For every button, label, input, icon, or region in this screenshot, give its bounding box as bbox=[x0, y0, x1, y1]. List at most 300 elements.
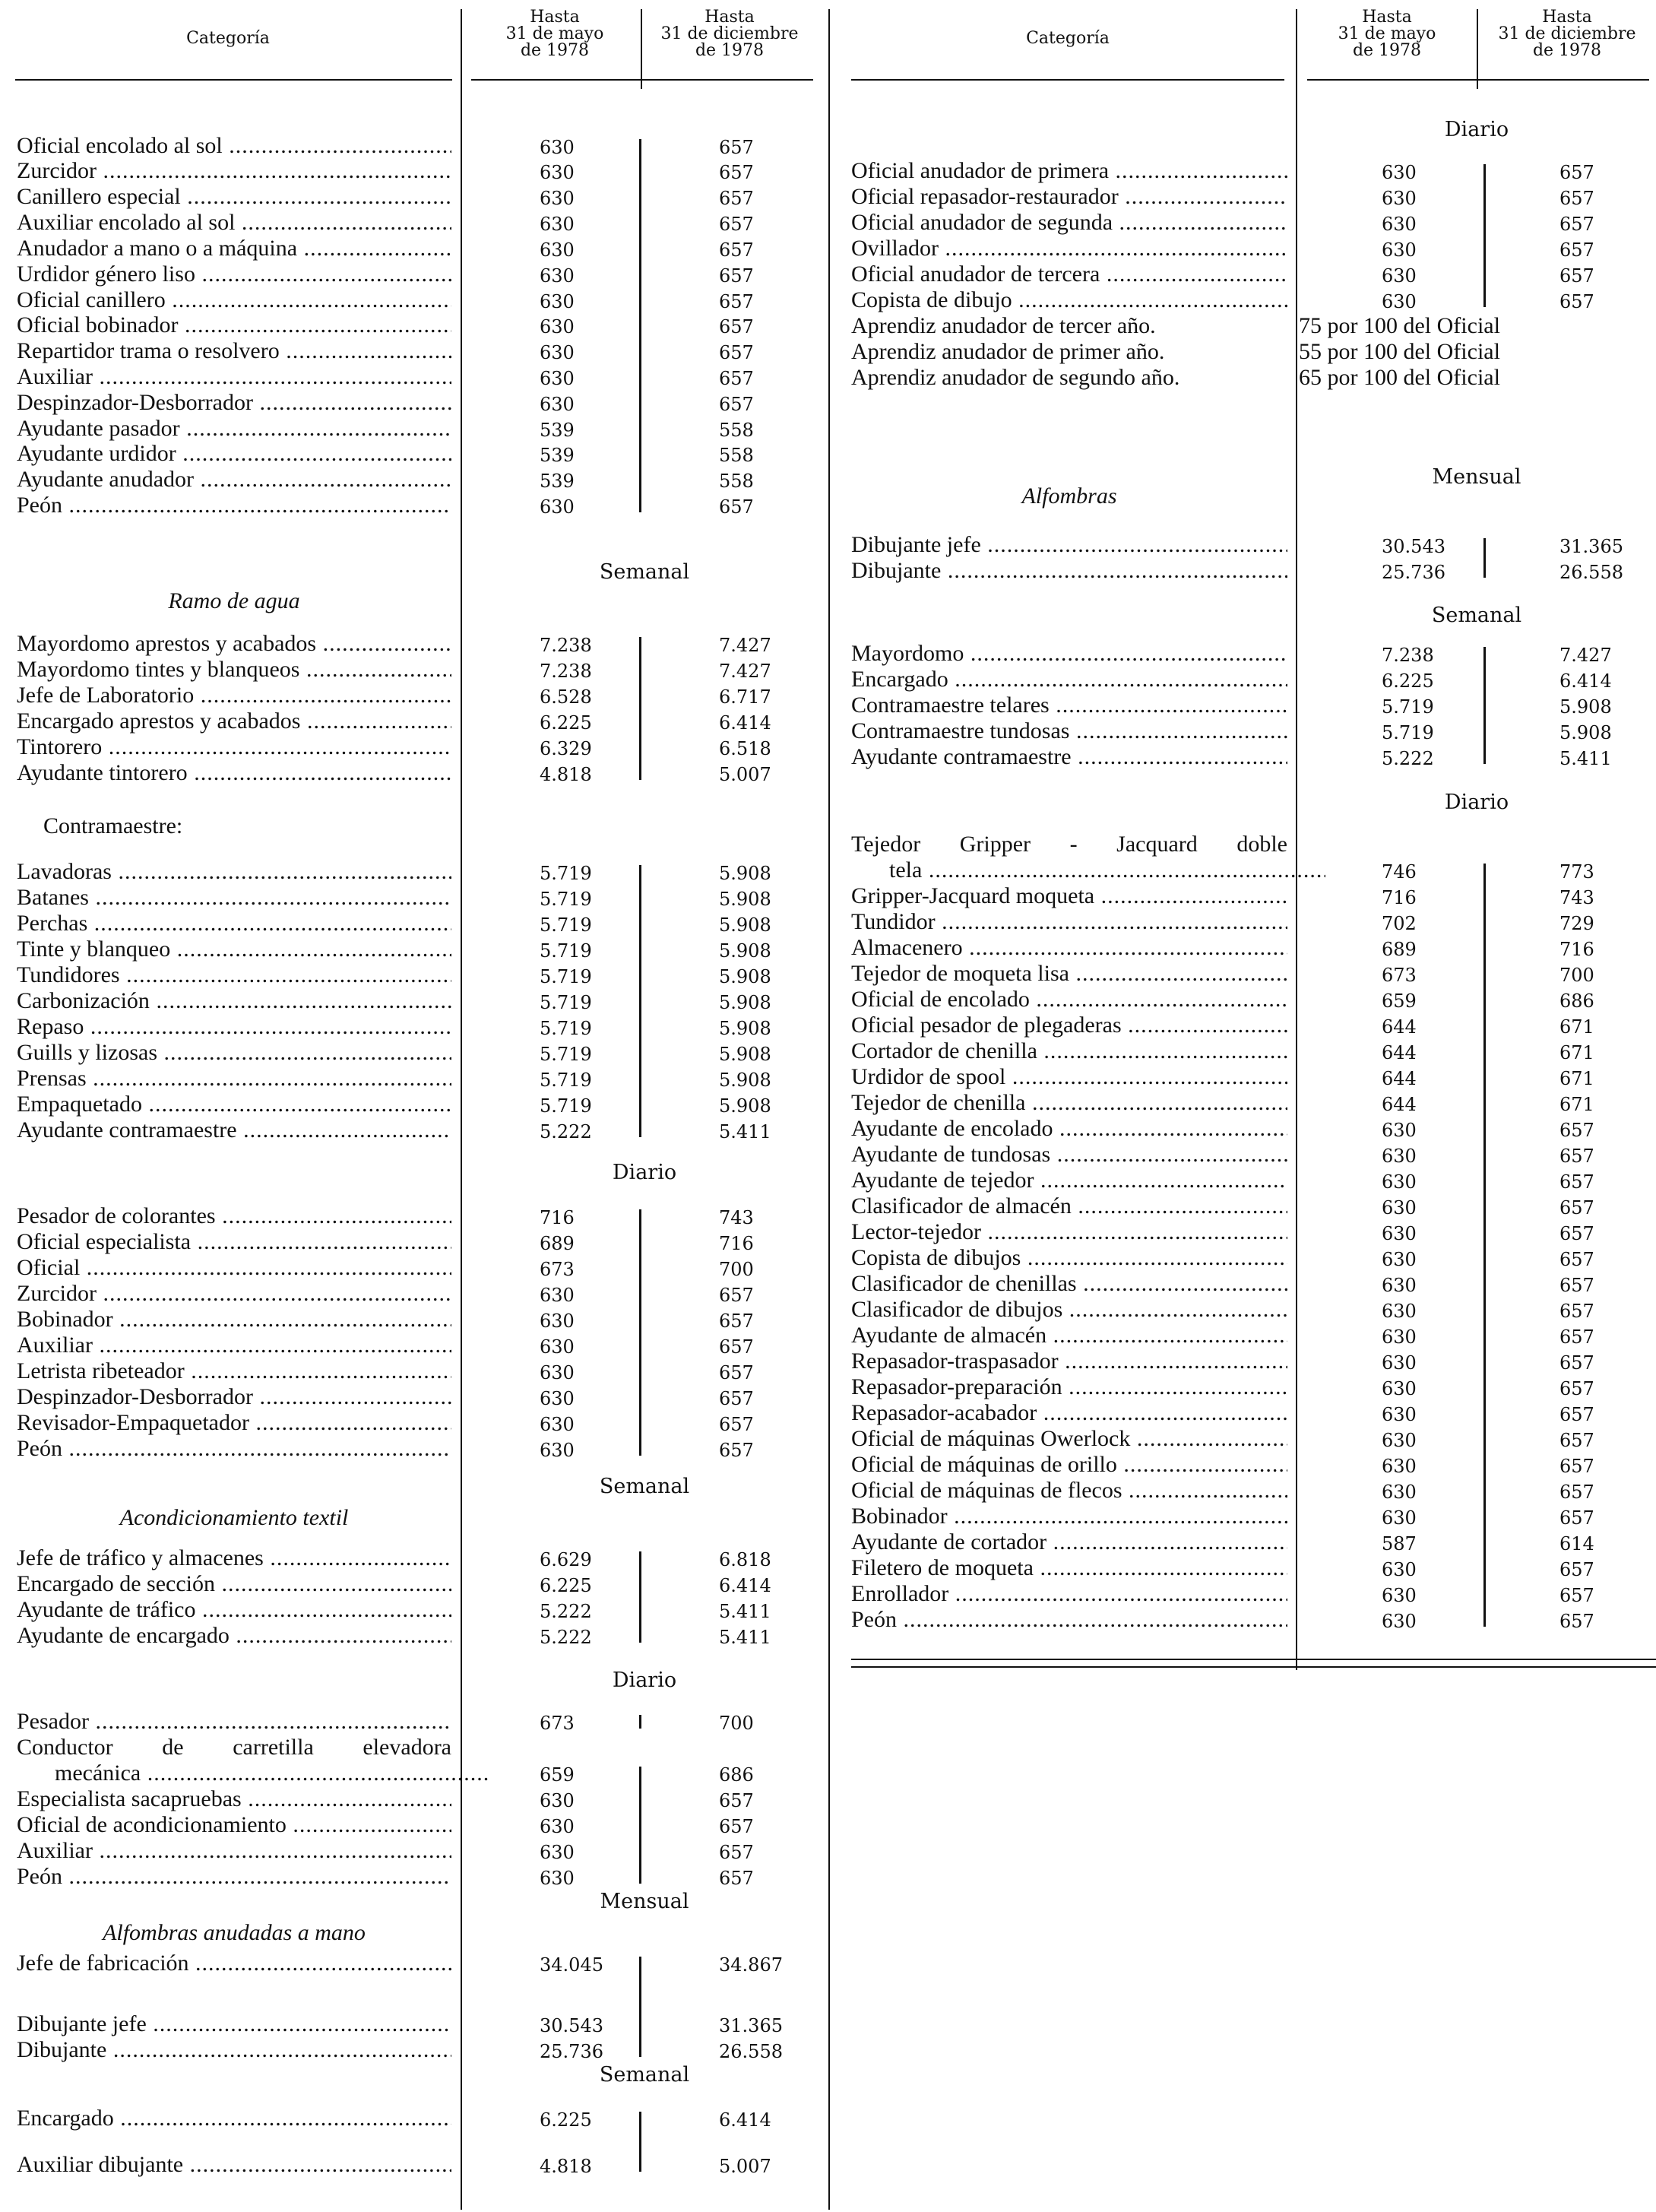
category-label: Ayudante de tejedor ..... bbox=[851, 1168, 1287, 1193]
value-may: 630 bbox=[540, 1336, 575, 1358]
category-label: Despinzador-Desborrador ..... bbox=[17, 390, 451, 416]
value-may: 630 bbox=[540, 188, 575, 209]
right-header-col2: Hasta 31 de diciembre de 1978 bbox=[1498, 8, 1636, 60]
category-label: Oficial bobinador ..... bbox=[17, 312, 451, 338]
category-label: Oficial de acondicionamiento ..... bbox=[17, 1812, 451, 1838]
value-may: 644 bbox=[1382, 1094, 1417, 1115]
value-dec: 6.414 bbox=[1559, 670, 1612, 692]
value-may: 630 bbox=[1382, 1120, 1417, 1141]
value-column-separator bbox=[1483, 864, 1486, 1627]
value-dec: 671 bbox=[1559, 1068, 1594, 1089]
category-label: Canillero especial ..... bbox=[17, 184, 451, 210]
value-dec: 657 bbox=[1559, 1197, 1594, 1219]
value-dec: 657 bbox=[1559, 1326, 1594, 1348]
value-dec: 5.411 bbox=[1559, 748, 1612, 769]
value-may: 630 bbox=[1382, 265, 1417, 287]
value-dec: 26.558 bbox=[719, 2041, 783, 2062]
value-may: 6.225 bbox=[540, 2109, 592, 2131]
value-dec: 5.908 bbox=[719, 940, 771, 962]
category-label: Urdidor de spool ..... bbox=[851, 1064, 1287, 1090]
value-dec: 31.365 bbox=[719, 2015, 783, 2036]
category-label: Filetero de moqueta ..... bbox=[851, 1555, 1287, 1581]
value-may: 630 bbox=[540, 1285, 575, 1306]
value-dec: 657 bbox=[719, 291, 754, 312]
value-dec: 6.518 bbox=[719, 738, 771, 759]
category-label: Auxiliar ..... bbox=[17, 1838, 451, 1864]
value-dec: 6.414 bbox=[719, 712, 771, 734]
value-may: 5.719 bbox=[540, 1018, 592, 1039]
value-dec: 31.365 bbox=[1559, 536, 1623, 557]
value-may: 5.222 bbox=[540, 1121, 592, 1142]
value-dec: 26.558 bbox=[1559, 562, 1623, 583]
category-label: Auxiliar dibujante ..... bbox=[17, 2152, 451, 2178]
value-dec: 671 bbox=[1559, 1042, 1594, 1063]
value-may: 630 bbox=[540, 368, 575, 389]
period-heading: Diario bbox=[1444, 118, 1509, 141]
value-may: 630 bbox=[540, 1310, 575, 1332]
value-dec: 657 bbox=[1559, 1223, 1594, 1244]
value-dec: 558 bbox=[719, 445, 754, 466]
value-dec: 5.908 bbox=[1559, 696, 1612, 718]
subheading: Tejedor Gripper - Jacquard doble bbox=[851, 832, 1287, 857]
value-dec: 686 bbox=[719, 1764, 754, 1786]
category-label: Dibujante jefe ..... bbox=[17, 2011, 451, 2037]
period-heading: Semanal bbox=[599, 560, 690, 584]
value-dec: 671 bbox=[1559, 1016, 1594, 1038]
value-dec: 5.411 bbox=[719, 1601, 771, 1622]
value-dec: 657 bbox=[1559, 239, 1594, 261]
category-label: Tintorero ..... bbox=[17, 734, 451, 760]
value-may: 630 bbox=[1382, 214, 1417, 235]
left-header-rule-values bbox=[471, 79, 813, 81]
category-label: Dibujante ..... bbox=[851, 558, 1287, 584]
category-label: Zurcidor ..... bbox=[17, 1281, 451, 1307]
right-header-col-divider bbox=[1477, 9, 1478, 89]
category-label: Gripper-Jacquard moqueta ..... bbox=[851, 883, 1287, 909]
value-dec: 657 bbox=[719, 316, 754, 338]
value-dec: 657 bbox=[719, 1285, 754, 1306]
period-heading: Diario bbox=[612, 1161, 677, 1184]
category-label: Ayudante de encolado ..... bbox=[851, 1116, 1287, 1142]
value-dec: 671 bbox=[1559, 1094, 1594, 1115]
value-may: 5.719 bbox=[540, 966, 592, 987]
category-label: Bobinador ..... bbox=[851, 1504, 1287, 1529]
subheading: Conductor de carretilla elevadora bbox=[17, 1735, 451, 1760]
value-dec: 657 bbox=[719, 188, 754, 209]
value-may: 630 bbox=[540, 1842, 575, 1863]
category-label: Ayudante tintorero ..... bbox=[17, 760, 451, 786]
value-dec: 5.908 bbox=[719, 992, 771, 1013]
category-label: Ayudante de tundosas ..... bbox=[851, 1142, 1287, 1168]
value-dec: 729 bbox=[1559, 913, 1594, 934]
value-dec: 657 bbox=[719, 1362, 754, 1383]
value-dec: 657 bbox=[719, 1842, 754, 1863]
value-may: 5.719 bbox=[1382, 722, 1434, 743]
value-dec: 657 bbox=[719, 342, 754, 363]
category-label: Mayordomo tintes y blanqueos ..... bbox=[17, 657, 451, 683]
section-title: Acondicionamiento textil bbox=[119, 1505, 349, 1530]
category-label: Ovillador ..... bbox=[851, 236, 1287, 261]
category-label: Tinte y blanqueo ..... bbox=[17, 936, 451, 962]
value-dec: 773 bbox=[1559, 861, 1594, 883]
category-label: Ayudante contramaestre ..... bbox=[851, 744, 1287, 770]
value-may: 644 bbox=[1382, 1042, 1417, 1063]
value-dec: 657 bbox=[719, 1388, 754, 1409]
category-label: Contramaestre tundosas ..... bbox=[851, 718, 1287, 744]
value-may: 630 bbox=[540, 1414, 575, 1435]
value-may: 630 bbox=[1382, 1249, 1417, 1270]
value-may: 6.329 bbox=[540, 738, 592, 759]
percentage-value: 75 por 100 del Oficial bbox=[1299, 313, 1500, 338]
value-dec: 657 bbox=[719, 1790, 754, 1811]
category-label: Repasador-traspasador ..... bbox=[851, 1348, 1287, 1374]
value-may: 630 bbox=[540, 1868, 575, 1889]
value-may: 5.719 bbox=[1382, 696, 1434, 718]
category-label: Repasador-acabador ..... bbox=[851, 1400, 1287, 1426]
category-label: Auxiliar ..... bbox=[17, 364, 451, 390]
value-dec: 5.411 bbox=[719, 1627, 771, 1648]
value-may: 5.719 bbox=[540, 992, 592, 1013]
category-label: Ayudante de cortador ..... bbox=[851, 1529, 1287, 1555]
value-may: 539 bbox=[540, 420, 575, 441]
left-header-col1: Hasta 31 de mayo de 1978 bbox=[505, 8, 604, 60]
category-label: Prensas ..... bbox=[17, 1066, 451, 1092]
value-dec: 657 bbox=[1559, 188, 1594, 209]
category-label: Bobinador ..... bbox=[17, 1307, 451, 1333]
category-label: Encargado ..... bbox=[17, 2106, 451, 2131]
value-may: 630 bbox=[540, 137, 575, 158]
value-may: 30.543 bbox=[1382, 536, 1445, 557]
left-header-rule bbox=[15, 79, 452, 81]
category-label: Ayudante anudador ..... bbox=[17, 467, 451, 493]
value-may: 630 bbox=[1382, 1456, 1417, 1477]
value-dec: 5.908 bbox=[719, 1070, 771, 1091]
value-dec: 5.908 bbox=[719, 1044, 771, 1065]
value-dec: 657 bbox=[1559, 1611, 1594, 1632]
category-label: Carbonización ..... bbox=[17, 988, 451, 1014]
value-may: 630 bbox=[1382, 1197, 1417, 1219]
value-dec: 657 bbox=[719, 394, 754, 415]
value-dec: 657 bbox=[719, 1414, 754, 1435]
category-label: Repaso ..... bbox=[17, 1014, 451, 1040]
category-label: Ayudante contramaestre ..... bbox=[17, 1117, 451, 1143]
value-dec: 5.908 bbox=[1559, 722, 1612, 743]
value-dec: 34.867 bbox=[719, 1954, 783, 1976]
category-label: Contramaestre telares ..... bbox=[851, 692, 1287, 718]
value-may: 630 bbox=[540, 316, 575, 338]
category-label: Anudador a mano o a máquina ..... bbox=[17, 236, 451, 261]
value-may: 6.629 bbox=[540, 1549, 592, 1570]
value-dec: 7.427 bbox=[1559, 645, 1612, 666]
category-label: Copista de dibujos ..... bbox=[851, 1245, 1287, 1271]
value-may: 5.719 bbox=[540, 1070, 592, 1091]
category-label: tela ..... bbox=[851, 857, 1325, 883]
value-dec: 657 bbox=[1559, 1120, 1594, 1141]
category-label: Guills y lizosas ..... bbox=[17, 1040, 451, 1066]
value-dec: 716 bbox=[1559, 939, 1594, 960]
value-may: 630 bbox=[540, 162, 575, 183]
value-dec: 700 bbox=[1559, 965, 1594, 986]
value-column-separator bbox=[639, 1209, 641, 1456]
value-may: 746 bbox=[1382, 861, 1417, 883]
period-heading: Semanal bbox=[1431, 604, 1522, 627]
left-table-divider bbox=[461, 9, 462, 2210]
value-may: 630 bbox=[540, 239, 575, 261]
value-dec: 5.908 bbox=[719, 914, 771, 936]
section-title: Ramo de agua bbox=[168, 588, 300, 613]
value-may: 630 bbox=[1382, 1326, 1417, 1348]
value-may: 659 bbox=[1382, 990, 1417, 1012]
category-label: Despinzador-Desborrador ..... bbox=[17, 1384, 451, 1410]
category-label: Clasificador de almacén ..... bbox=[851, 1193, 1287, 1219]
value-may: 6.225 bbox=[1382, 670, 1434, 692]
value-dec: 700 bbox=[719, 1259, 754, 1280]
value-dec: 657 bbox=[719, 496, 754, 518]
category-label: mecánica ..... bbox=[17, 1760, 489, 1786]
category-label: Perchas ..... bbox=[17, 911, 451, 936]
value-column-separator bbox=[1483, 164, 1486, 307]
category-label: Oficial repasador-restaurador ..... bbox=[851, 184, 1287, 210]
value-may: 539 bbox=[540, 471, 575, 492]
value-dec: 6.414 bbox=[719, 2109, 771, 2131]
category-label: Mayordomo aprestos y acabados ..... bbox=[17, 631, 451, 657]
value-dec: 614 bbox=[1559, 1533, 1594, 1554]
value-may: 630 bbox=[1382, 1611, 1417, 1632]
category-label: Jefe de fabricación ..... bbox=[17, 1951, 451, 1976]
value-dec: 657 bbox=[1559, 1430, 1594, 1451]
value-may: 630 bbox=[540, 342, 575, 363]
value-may: 5.719 bbox=[540, 1095, 592, 1117]
category-label: Oficial de máquinas de flecos ..... bbox=[851, 1478, 1287, 1504]
value-dec: 657 bbox=[719, 368, 754, 389]
category-label: Pesador de colorantes ..... bbox=[17, 1203, 451, 1229]
value-dec: 5.908 bbox=[719, 863, 771, 884]
section-title: Alfombras anudadas a mano bbox=[103, 1920, 366, 1945]
center-divider bbox=[828, 9, 830, 2210]
category-label: Oficial anudador de segunda ..... bbox=[851, 210, 1287, 236]
category-label: Oficial anudador de primera ..... bbox=[851, 158, 1287, 184]
category-label: Oficial de encolado ..... bbox=[851, 987, 1287, 1013]
value-dec: 657 bbox=[1559, 162, 1594, 183]
value-may: 716 bbox=[540, 1207, 575, 1228]
value-column-separator bbox=[1483, 647, 1486, 764]
value-dec: 657 bbox=[719, 265, 754, 287]
category-label: Almacenero ..... bbox=[851, 935, 1287, 961]
category-label: Repasador-preparación ..... bbox=[851, 1374, 1287, 1400]
category-label: Ayudante de almacén ..... bbox=[851, 1323, 1287, 1348]
value-dec: 657 bbox=[1559, 1404, 1594, 1425]
value-may: 630 bbox=[1382, 239, 1417, 261]
left-header-col2: Hasta 31 de diciembre de 1978 bbox=[660, 8, 799, 60]
value-may: 5.222 bbox=[1382, 748, 1434, 769]
value-dec: 657 bbox=[1559, 1171, 1594, 1193]
value-may: 30.543 bbox=[540, 2015, 603, 2036]
category-label: Clasificador de dibujos ..... bbox=[851, 1297, 1287, 1323]
section-title: Alfombras bbox=[1021, 483, 1117, 509]
value-dec: 657 bbox=[1559, 1482, 1594, 1503]
category-label: Enrollador ..... bbox=[851, 1581, 1287, 1607]
value-dec: 700 bbox=[719, 1713, 754, 1734]
value-may: 5.719 bbox=[540, 863, 592, 884]
value-may: 630 bbox=[1382, 1507, 1417, 1529]
value-may: 659 bbox=[540, 1764, 575, 1786]
value-may: 630 bbox=[1382, 1275, 1417, 1296]
value-column-separator bbox=[639, 637, 641, 780]
value-dec: 657 bbox=[1559, 1301, 1594, 1322]
value-dec: 558 bbox=[719, 471, 754, 492]
value-dec: 657 bbox=[719, 1336, 754, 1358]
category-label: Dibujante jefe ..... bbox=[851, 532, 1287, 558]
value-may: 7.238 bbox=[540, 635, 592, 656]
category-label: Repartidor trama o resolvero ..... bbox=[17, 338, 451, 364]
value-may: 630 bbox=[1382, 1585, 1417, 1606]
value-may: 7.238 bbox=[540, 661, 592, 682]
category-label: Lector-tejedor ..... bbox=[851, 1219, 1287, 1245]
value-dec: 686 bbox=[1559, 990, 1594, 1012]
category-label: Encargado de sección ..... bbox=[17, 1571, 451, 1597]
value-may: 630 bbox=[1382, 1146, 1417, 1167]
value-dec: 5.411 bbox=[719, 1121, 771, 1142]
category-label: Encargado aprestos y acabados ..... bbox=[17, 708, 451, 734]
value-column-separator bbox=[639, 865, 641, 1137]
value-dec: 5.007 bbox=[719, 764, 771, 785]
left-header-categoria: Categoría bbox=[186, 29, 270, 48]
category-label: Oficial de máquinas de orillo ..... bbox=[851, 1452, 1287, 1478]
category-label: Aprendiz anudador de primer año. bbox=[851, 339, 1165, 364]
percentage-value: 55 por 100 del Oficial bbox=[1299, 339, 1500, 364]
category-label: Mayordomo ..... bbox=[851, 641, 1287, 667]
value-may: 4.818 bbox=[540, 764, 592, 785]
value-may: 689 bbox=[1382, 939, 1417, 960]
value-may: 630 bbox=[1382, 1404, 1417, 1425]
value-may: 630 bbox=[1382, 1171, 1417, 1193]
value-may: 702 bbox=[1382, 913, 1417, 934]
value-dec: 5.908 bbox=[719, 1018, 771, 1039]
category-label: Auxiliar encolado al sol ..... bbox=[17, 210, 451, 236]
percentage-value: 65 por 100 del Oficial bbox=[1299, 365, 1500, 390]
value-may: 689 bbox=[540, 1233, 575, 1254]
value-may: 5.222 bbox=[540, 1627, 592, 1648]
value-dec: 5.007 bbox=[719, 2156, 771, 2177]
value-may: 630 bbox=[1382, 1352, 1417, 1374]
value-dec: 657 bbox=[1559, 1249, 1594, 1270]
category-label: Peón ..... bbox=[17, 1436, 451, 1462]
category-label: Tejedor de chenilla ..... bbox=[851, 1090, 1287, 1116]
value-may: 6.528 bbox=[540, 686, 592, 708]
category-label: Urdidor género liso ..... bbox=[17, 261, 451, 287]
category-label: Jefe de tráfico y almacenes ..... bbox=[17, 1545, 451, 1571]
value-may: 630 bbox=[540, 394, 575, 415]
value-may: 644 bbox=[1382, 1068, 1417, 1089]
value-dec: 657 bbox=[719, 214, 754, 235]
value-may: 630 bbox=[1382, 188, 1417, 209]
category-label: Oficial pesador de plegaderas ..... bbox=[851, 1013, 1287, 1038]
category-label: Ayudante pasador ..... bbox=[17, 416, 451, 442]
value-may: 630 bbox=[1382, 1378, 1417, 1399]
value-dec: 657 bbox=[719, 1868, 754, 1889]
value-may: 587 bbox=[1382, 1533, 1417, 1554]
value-dec: 657 bbox=[719, 1440, 754, 1461]
left-header-col-divider bbox=[641, 9, 642, 89]
value-may: 630 bbox=[540, 291, 575, 312]
value-dec: 7.427 bbox=[719, 661, 771, 682]
value-may: 6.225 bbox=[540, 712, 592, 734]
value-dec: 657 bbox=[1559, 291, 1594, 312]
value-dec: 5.908 bbox=[719, 1095, 771, 1117]
value-dec: 716 bbox=[719, 1233, 754, 1254]
category-label: Encargado ..... bbox=[851, 667, 1287, 692]
category-label: Dibujante ..... bbox=[17, 2037, 451, 2063]
period-heading: Diario bbox=[612, 1669, 677, 1692]
value-may: 630 bbox=[540, 1440, 575, 1461]
value-dec: 657 bbox=[719, 1310, 754, 1332]
value-may: 630 bbox=[540, 496, 575, 518]
category-label: Auxiliar ..... bbox=[17, 1333, 451, 1358]
value-dec: 657 bbox=[1559, 1507, 1594, 1529]
value-column-separator bbox=[639, 1957, 641, 2057]
value-may: 630 bbox=[540, 265, 575, 287]
value-dec: 657 bbox=[1559, 1146, 1594, 1167]
category-label: Ayudante de tráfico ..... bbox=[17, 1597, 451, 1623]
value-dec: 743 bbox=[719, 1207, 754, 1228]
value-dec: 657 bbox=[1559, 1352, 1594, 1374]
value-may: 716 bbox=[1382, 887, 1417, 908]
value-may: 25.736 bbox=[1382, 562, 1445, 583]
subheading: Contramaestre: bbox=[43, 813, 183, 838]
value-may: 644 bbox=[1382, 1016, 1417, 1038]
value-may: 630 bbox=[1382, 1482, 1417, 1503]
period-heading: Semanal bbox=[599, 2063, 690, 2087]
value-column-separator bbox=[1483, 538, 1486, 578]
category-label: Copista de dibujo ..... bbox=[851, 287, 1287, 313]
value-column-separator bbox=[639, 2112, 641, 2172]
value-may: 630 bbox=[1382, 1430, 1417, 1451]
category-label: Oficial ..... bbox=[17, 1255, 451, 1281]
value-dec: 657 bbox=[1559, 1275, 1594, 1296]
right-table-divider bbox=[1296, 9, 1297, 1670]
value-dec: 5.908 bbox=[719, 889, 771, 910]
value-may: 4.818 bbox=[540, 2156, 592, 2177]
category-label: Oficial canillero ..... bbox=[17, 287, 451, 313]
value-may: 630 bbox=[1382, 1223, 1417, 1244]
category-label: Ayudante urdidor ..... bbox=[17, 441, 451, 467]
value-dec: 6.414 bbox=[719, 1575, 771, 1596]
value-may: 630 bbox=[540, 1388, 575, 1409]
category-label: Aprendiz anudador de segundo año. bbox=[851, 365, 1180, 390]
period-heading: Mensual bbox=[600, 1890, 689, 1913]
value-dec: 657 bbox=[719, 137, 754, 158]
category-label: Tundidor ..... bbox=[851, 909, 1287, 935]
value-dec: 5.908 bbox=[719, 966, 771, 987]
category-label: Oficial especialista ..... bbox=[17, 1229, 451, 1255]
category-label: Oficial de máquinas Owerlock ..... bbox=[851, 1426, 1287, 1452]
right-header-rule-values bbox=[1307, 79, 1649, 81]
category-label: Jefe de Laboratorio ..... bbox=[17, 683, 451, 708]
period-heading: Mensual bbox=[1432, 465, 1521, 489]
value-column-separator bbox=[639, 1715, 641, 1729]
value-may: 5.222 bbox=[540, 1601, 592, 1622]
end-rule-2 bbox=[851, 1666, 1656, 1668]
category-label: Empaquetado ..... bbox=[17, 1092, 451, 1117]
value-dec: 657 bbox=[1559, 265, 1594, 287]
value-dec: 6.818 bbox=[719, 1549, 771, 1570]
value-may: 630 bbox=[1382, 1559, 1417, 1580]
value-column-separator bbox=[639, 139, 641, 512]
value-column-separator bbox=[639, 1767, 641, 1884]
category-label: Tundidores ..... bbox=[17, 962, 451, 988]
category-label: Oficial anudador de tercera ..... bbox=[851, 261, 1287, 287]
value-dec: 6.717 bbox=[719, 686, 771, 708]
